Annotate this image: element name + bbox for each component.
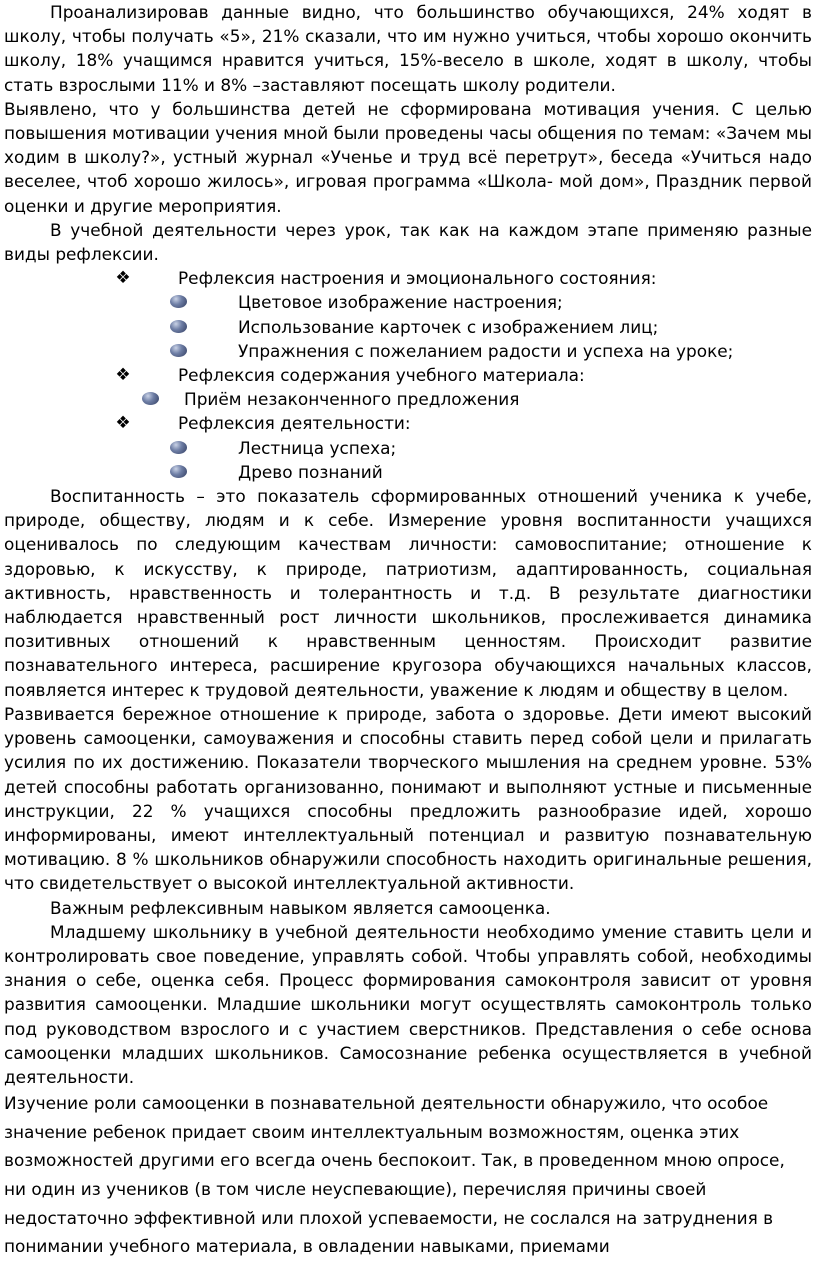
list-item-label: Рефлексия содержания учебного материала: — [178, 365, 585, 386]
sphere-bullet-icon — [170, 344, 187, 357]
list-item — [4, 290, 812, 314]
paragraph-development: Развивается бережное отношение к природе, забота о здоровье. Дети имеют высокий уровень самооценки, самоуважения и способны ставить перед собой цели и прилагать усилия по их достижению. Показатели творческого мышления на среднем уровне. 53% детей способны работать организованно, понимают и выполняют устные и письменные инструкции, 22 % учащихся способны предложить разнообразие идей, хорошо информированы, имеют интеллектуальный потенциал и развитую познавательную мотивацию. 8 % школьников обнаружили способность находить оригинальные решения, что свидетельствует о высокой интеллектуальной активности. — [4, 703, 812, 894]
list-item-label: Приём незаконченного предложения — [184, 389, 520, 410]
list-item-label: Использование карточек с изображением лиц; — [238, 316, 659, 337]
list-item-label: Упражнения с пожеланием радости и успеха на уроке; — [238, 340, 734, 361]
list-item-label: Рефлексия настроения и эмоционального состояния: — [178, 268, 657, 289]
list-item — [4, 315, 812, 339]
paragraph-reflection-intro: В учебной деятельности через урок, так как на каждом этапе применяю разные виды рефлексии. — [4, 219, 812, 265]
list-item — [4, 436, 812, 460]
list-item — [4, 266, 812, 290]
list-item — [4, 460, 812, 484]
sphere-bullet-icon — [170, 295, 187, 308]
list-item — [4, 363, 812, 387]
list-item — [4, 339, 812, 363]
reflection-list — [4, 266, 812, 484]
list-item-label: Цветовое изображение настроения; — [238, 292, 563, 313]
diamond-bullet-icon: ❖ — [115, 413, 131, 434]
diamond-bullet-icon: ❖ — [115, 268, 131, 289]
paragraph-self-control: Младшему школьнику в учебной деятельности необходимо умение ставить цели и контролировать свое поведение, управлять собой. Чтобы управлять собой, необходимы знания о себе, оценка себя. Процесс формирования самоконтроля зависит от уровня развития самооценки. Младшие школьники могут осуществлять самоконтроль только под руководством взрослого и с участием сверстников. Представления о себе основа самооценки младших школьников. Самосознание ребенка осуществляется в учебной деятельности. — [4, 921, 812, 1087]
list-item — [4, 387, 812, 411]
paragraph-upbringing: Воспитанность – это показатель сформированных отношений ученика к учебе, природе, обществу, людям и к себе. Измерение уровня воспитанности учащихся оценивалось по следующим качествам личности: самовоспитание; отношение к здоровью, к искусству, к природе, патриотизм, адаптированность, социальная активность, нравственность и толерантность и т.д. В результате диагностики наблюдается нравственный рост личности школьников, прослеживается динамика позитивных отношений к нравственным ценностям. Происходит развитие познавательного интереса, расширение кругозора обучающихся начальных классов, появляется интерес к трудовой деятельности, уважение к людям и обществу в целом. — [4, 486, 812, 700]
list-item-label: Древо познаний — [238, 461, 383, 482]
list-item — [4, 411, 812, 435]
list-item-label: Рефлексия деятельности: — [178, 413, 411, 434]
paragraph-motivation: Выявлено, что у большинства детей не сформирована мотивация учения. С целью повышения мотивации учения мной были проведены часы общения по темам: «Зачем мы ходим в школу?», устный журнал «Ученье и труд всё перетрут», беседа «Учиться надо веселее, чтоб хорошо жилось», игровая программа «Школа- мой дом», Праздник первой оценки и другие мероприятия. — [4, 98, 812, 216]
paragraph-self-assessment: Важным рефлексивным навыком является самооценка. — [50, 897, 551, 918]
paragraph-role-of-self-assessment: Изучение роли самооценки в познавательной деятельности обнаружило, что особое значение ребенок придает своим интеллектуальным возможностям, оценка этих возможностей другими его всегда очень беспокоит. Так, в проведенном мною опросе, ни один из учеников (в том числе неуспевающие), перечисляя причины своей недостаточно эффективной или плохой успеваемости, не сослался на затруднения в понимании учебного материала, в овладении навыками, приемами — [4, 1093, 785, 1257]
paragraph-survey-results: Проанализировав данные видно, что большинство обучающихся, 24% ходят в школу, чтобы получать «5», 21% сказали, что им нужно учиться, чтобы хорошо окончить школу, 18% учащимся нравится учиться, 15%-весело в школе, ходят в школу, чтобы стать взрослыми 11% и 8% –заставляют посещать школу родители. — [4, 2, 812, 95]
list-item-label: Лестница успеха; — [238, 437, 397, 458]
sphere-bullet-icon — [170, 465, 187, 478]
sphere-bullet-icon — [142, 392, 159, 405]
sphere-bullet-icon — [170, 320, 187, 333]
diamond-bullet-icon: ❖ — [115, 365, 131, 386]
sphere-bullet-icon — [170, 441, 187, 454]
